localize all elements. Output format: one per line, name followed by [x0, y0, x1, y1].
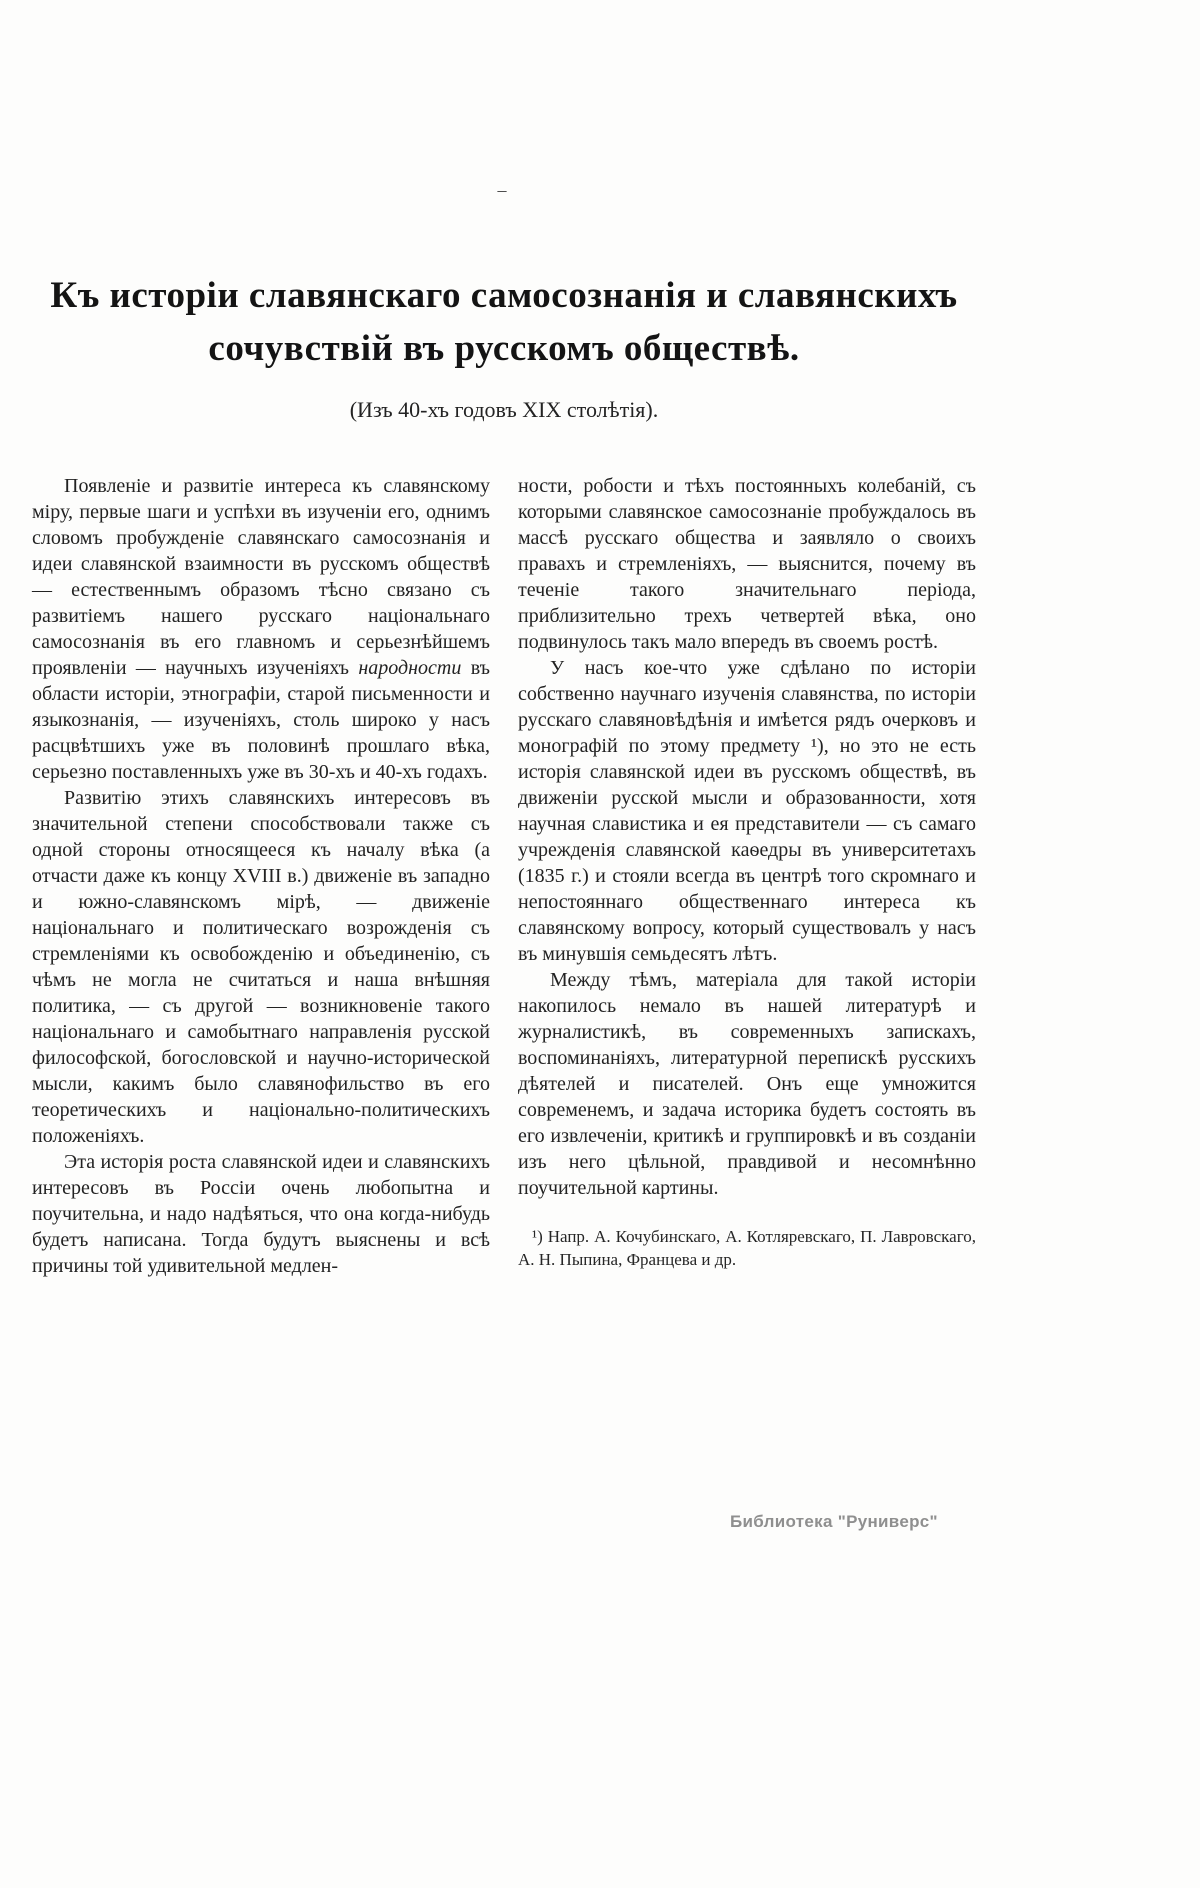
article-title	[32, 270, 976, 375]
paragraph-3-continuation: ности, робости и тѣхъ постоянныхъ колебаній, съ которыми славянское самосознаніе пробуждалось въ массѣ русскаго общества и заявляло о своихъ правахъ и стремленіяхъ, — выяснится, почему въ теченіе такого значительнаго періода, приблизительно трехъ четвертей вѣка, оно подвинулось такъ мало впередъ въ своемъ ростѣ.	[518, 475, 976, 654]
article-title-line-1: Къ исторіи славянскаго самосознанія и славянскихъ	[50, 275, 958, 316]
paragraph-4: У насъ кое-что уже сдѣлано по исторіи собственно научнаго изученія славянства, по исторіи русскаго славяновѣдѣнія и имѣется рядъ очерковъ и монографій по этому предмету ¹), но это не есть исторія славянской идеи въ русскомъ обществѣ, въ движеніи русской мысли и образованности, хотя научная славистика и ея представители — съ самаго учрежденія славянской каѳедры въ университетахъ (1835 г.) и стояли всегда въ центрѣ того скромнаго и непостояннаго общественнаго интереса къ славянскому вопросу, который существовалъ у насъ въ минувшія семьдесятъ лѣтъ.	[518, 657, 976, 966]
text-columns	[32, 473, 976, 1279]
article-subtitle: (Изъ 40-хъ годовъ XIX столѣтія).	[349, 397, 659, 423]
paragraph-1	[32, 473, 490, 785]
paragraph-1-italic-word: народности	[358, 657, 462, 680]
paragraph-1-text-end: въ области исторіи, этнографіи, старой письменности и языкознанія, — изученіяхъ, столь широко у насъ расцвѣтшихъ уже въ половинѣ прошлаго вѣка, серьезно поставленныхъ уже въ 30-хъ и 40-хъ годахъ.	[32, 657, 490, 784]
column-right	[518, 473, 976, 1279]
paragraph-3: Эта исторія роста славянской идеи и славянскихъ интересовъ въ Россіи очень любопытна и поучительна, и надо надѣяться, что она когда-нибудь будетъ написана. Тогда будутъ выяснены и всѣ причины той удивительной медлен-	[32, 1151, 490, 1278]
article-title-line-2: сочувствій въ русскомъ обществѣ.	[208, 327, 800, 369]
page-content	[32, 270, 976, 1279]
column-left	[32, 473, 490, 1279]
paragraph-1-text-start: Появленіе и развитіе интереса къ славянскому міру, первые шаги и успѣхи въ изученіи его, однимъ словомъ пробужденіе славянскаго самосознанія и идеи славянской взаимности въ русскомъ обществѣ — естественнымъ образомъ тѣсно связано съ развитіемъ нашего русскаго національнаго самосознанія въ его главномъ и серьезнѣйшемъ проявленіи — научныхъ изученіяхъ	[32, 475, 490, 680]
paragraph-5: Между тѣмъ, матеріала для такой исторіи накопилось немало въ нашей литературѣ и журналистикѣ, въ современныхъ запискахъ, воспоминаніяхъ, литературной перепискѣ русскихъ дѣятелей и писателей. Онъ еще умножится современемъ, и задача историка будетъ состоять въ его извлеченіи, критикѣ и группировкѣ и въ созданіи изъ него цѣльной, правдивой и несомнѣнно поучительной картины.	[518, 969, 976, 1200]
top-page-mark: –	[497, 180, 507, 200]
library-watermark: Библиотека "Руниверс"	[730, 1512, 938, 1531]
footnote: ¹) Напр. А. Кочубинскаго, А. Котляревскаго, П. Лавровскаго, А. Н. Пыпина, Францева и др.	[518, 1227, 976, 1270]
paragraph-2: Развитію этихъ славянскихъ интересовъ въ значительной степени способствовали также съ одной стороны относящееся къ началу вѣка (а отчасти даже къ концу XVIII в.) движеніе въ западно и южно-славянскомъ мірѣ, — движеніе національнаго и политическаго возрожденія съ стремленіями къ освобожденію и объединенію, съ чѣмъ не могла не считаться и наша внѣшняя политика, — съ другой — возникновеніе такого національнаго и самобытнаго направленія русской философской, богословской и научно-исторической мысли, какимъ было славянофильство въ его теоретическихъ и національно-политическихъ положеніяхъ.	[32, 787, 490, 1148]
